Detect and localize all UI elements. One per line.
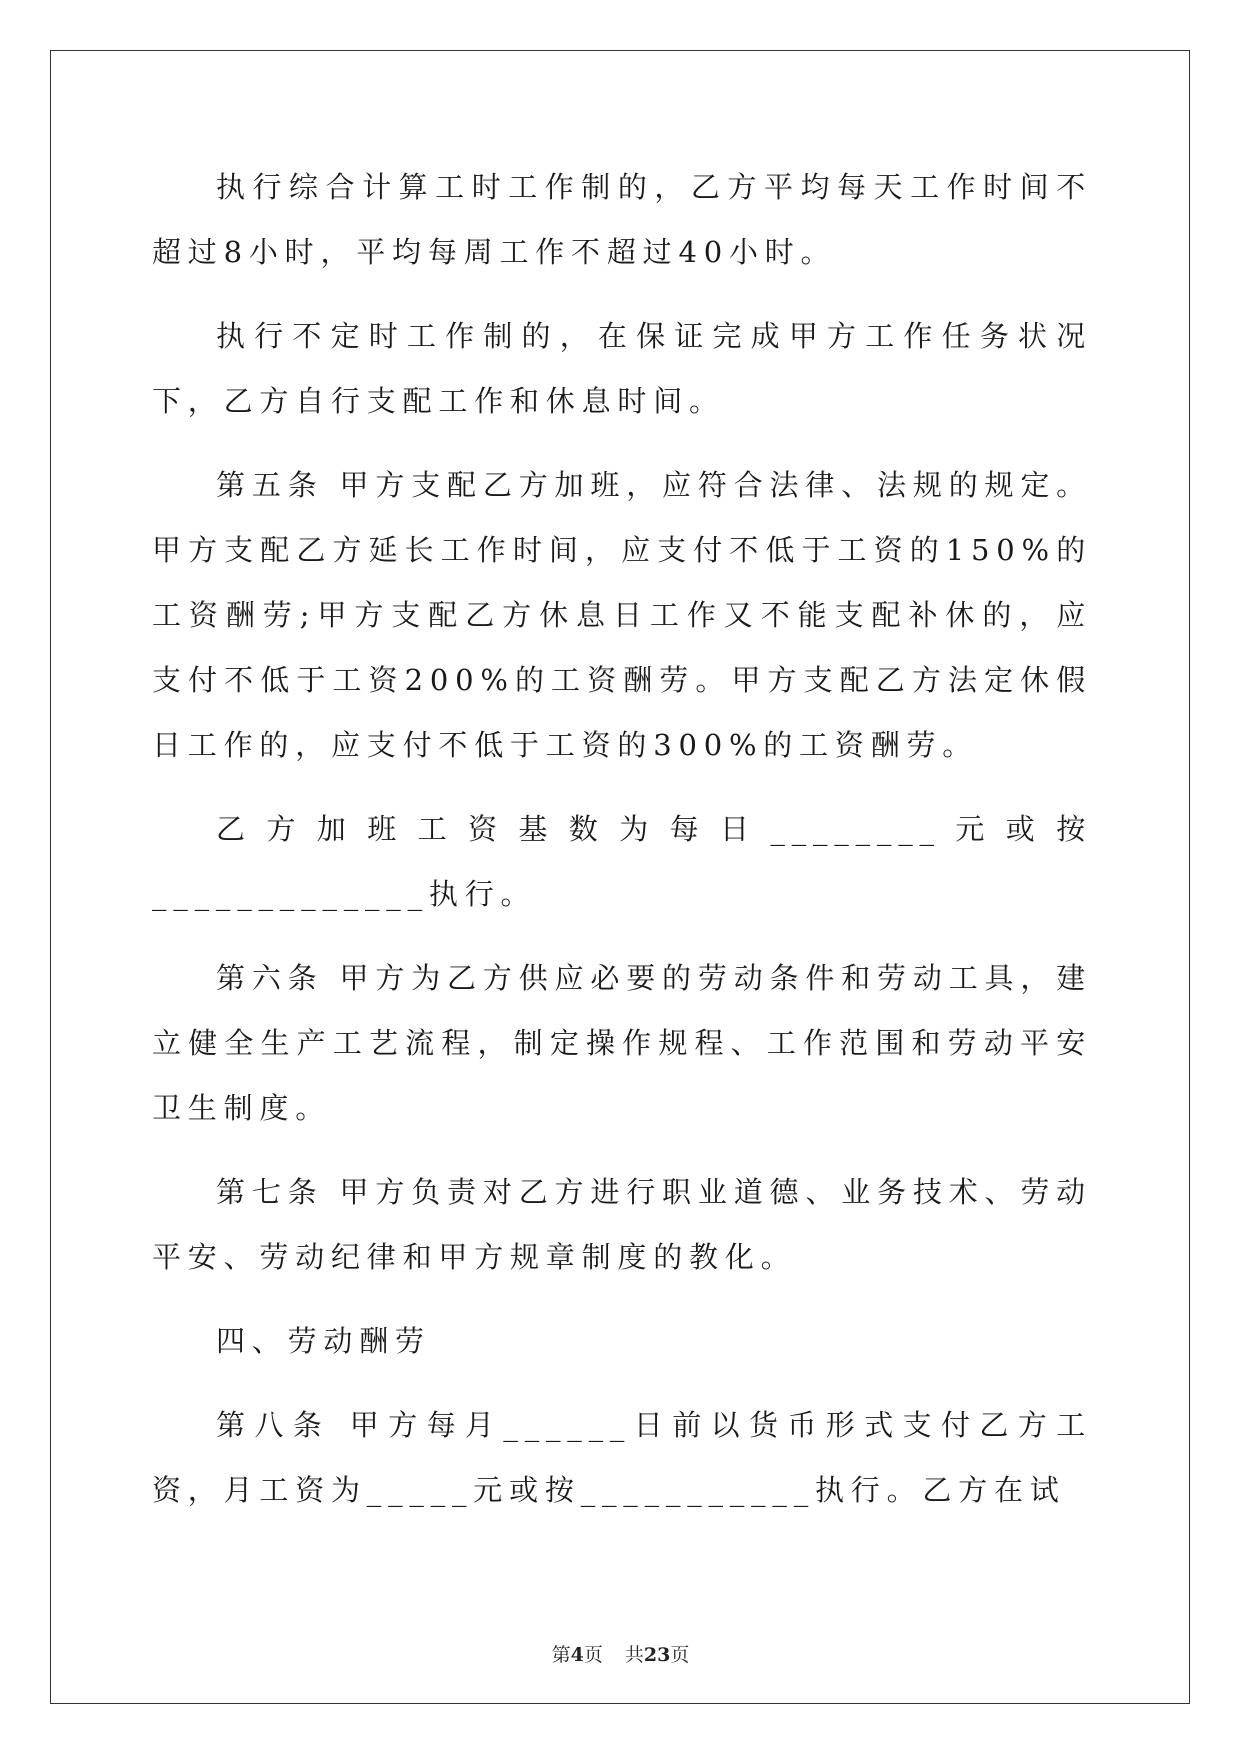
footer-total-prefix: 共 [624, 1644, 644, 1666]
paragraph-flexible-hours: 执行不定时工作制的，在保证完成甲方工作任务状况下，乙方自行支配工作和休息时间。 [152, 319, 1092, 418]
total-page-count: 23 [643, 1644, 671, 1666]
paragraph-article-5: 第五条 甲方支配乙方加班，应符合法律、法规的规定。甲方支配乙方延长工作时间，应支付不低于工资的150%的工资酬劳;甲方支配乙方休息日工作又不能支配补休的，应支付不低于工资200%的工资酬劳。甲方支配乙方法定休假日工作的，应支付不低于工资的300%的工资酬劳。 [152, 468, 1092, 762]
section-heading-labor-pay: 四、劳动酬劳 [216, 1324, 431, 1358]
footer-page-suffix: 页 [583, 1644, 603, 1666]
footer-prefix: 第 [551, 1644, 571, 1666]
paragraph-article-7: 第七条 甲方负责对乙方进行职业道德、业务技术、劳动平安、劳动纪律和甲方规章制度的教化。 [152, 1175, 1092, 1274]
current-page-number: 4 [570, 1644, 584, 1666]
footer-total-suffix: 页 [670, 1644, 690, 1666]
page-footer [0, 1640, 1241, 1667]
paragraph-overtime-base: 乙方加班工资基数为每日________元或按_____________执行。 [152, 812, 1092, 911]
paragraph-article-6: 第六条 甲方为乙方供应必要的劳动条件和劳动工具，建立健全生产工艺流程，制定操作规程、工作范围和劳动平安卫生制度。 [152, 961, 1092, 1125]
document-body [152, 155, 1092, 1542]
paragraph-comprehensive-hours: 执行综合计算工时工作制的，乙方平均每天工作时间不超过8小时，平均每周工作不超过40小时。 [152, 170, 1092, 269]
paragraph-article-8: 第八条 甲方每月______日前以货币形式支付乙方工资，月工资为_____元或按___________执行。乙方在试 [152, 1408, 1092, 1507]
